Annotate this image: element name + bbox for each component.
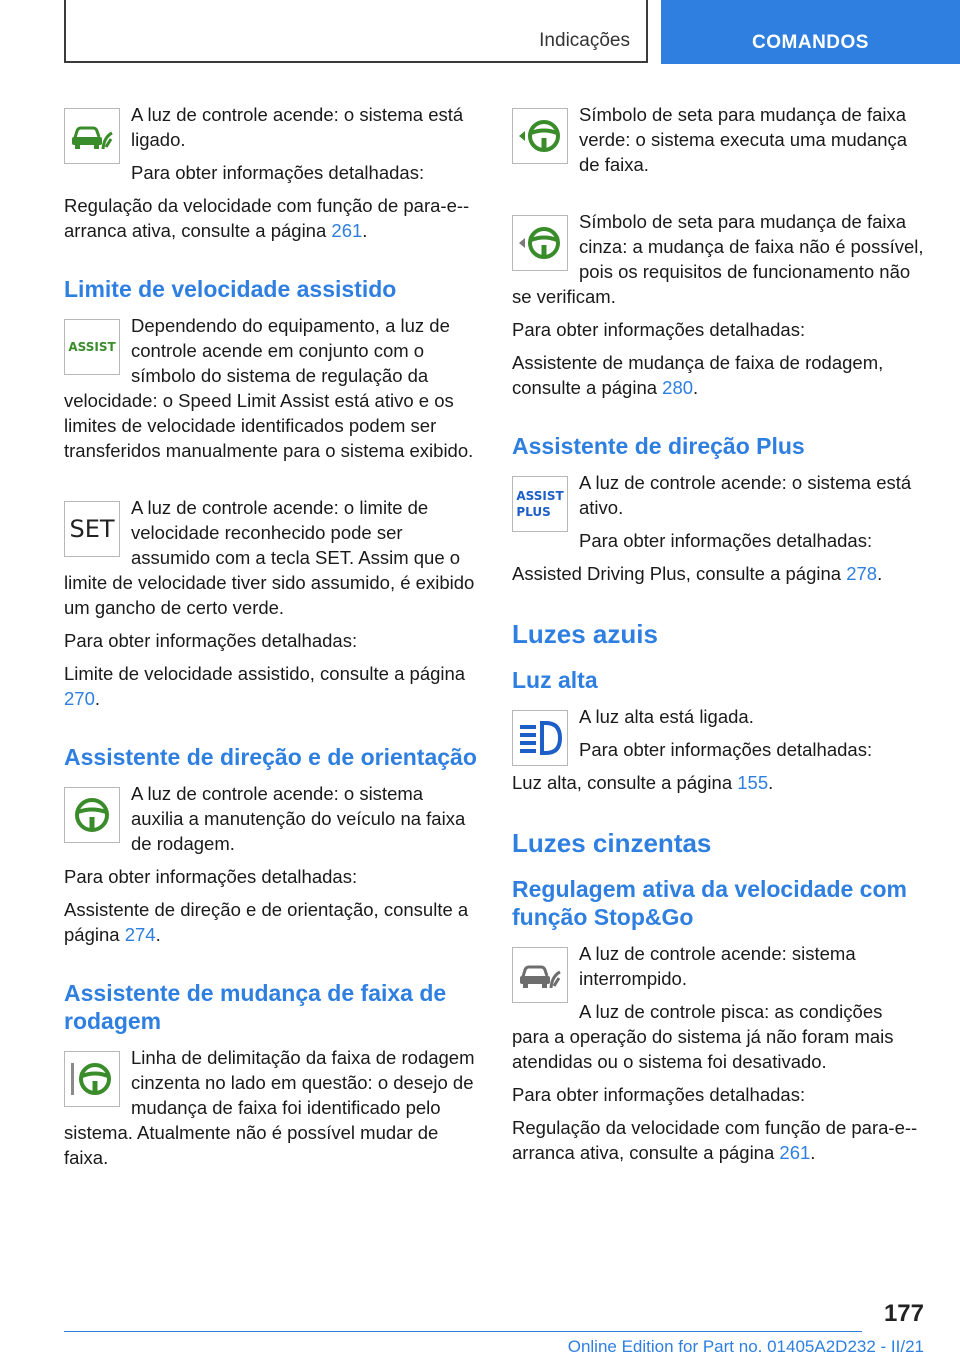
section-heading: Assistente de direção e de orientação xyxy=(64,744,477,770)
paragraph: Para obter informações detalhadas: xyxy=(512,319,806,340)
assist-icon: ASSIST xyxy=(64,319,120,375)
paragraph: A luz de controle acende: o sistema auxilia a manutenção do veículo na faixa de rodagem. xyxy=(131,783,466,854)
header-frame xyxy=(64,0,648,63)
steering-wheel-green-icon xyxy=(64,787,120,843)
paragraph: Luz alta, consulte a página 155. xyxy=(512,772,774,793)
lane-arrow-green-block xyxy=(512,102,924,185)
paragraph: Dependendo do equipamento, a luz de controle acende em conjunto com o símbolo do sistema de regulação da velocidade: o Speed Limit Assist está ativo e os limites de velocidade identificados podem ser transferidos manualmente para o sistema exibido. xyxy=(64,315,474,461)
footer-edition: Online Edition for Part no. 01405A2D232 - II/21 xyxy=(567,1337,924,1356)
paragraph: Para obter informações detalhadas: xyxy=(64,630,358,651)
steering-assist-block xyxy=(64,781,480,955)
paragraph: Para obter informações detalhadas: xyxy=(579,739,873,760)
speed-control-gray-icon xyxy=(512,947,568,1003)
chapter-heading: Luzes cinzentas xyxy=(512,828,712,858)
page-link[interactable]: 261 xyxy=(779,1142,811,1163)
set-icon: SET xyxy=(64,501,120,557)
right-column xyxy=(512,102,924,1197)
page-link[interactable]: 155 xyxy=(737,772,769,793)
set-block xyxy=(64,495,480,719)
speed-limit-block xyxy=(64,313,480,471)
section-heading: Regulagem ativa da velocidade com função Stop&Go xyxy=(512,876,907,930)
header-section-title: Indicações xyxy=(539,30,630,51)
paragraph: Para obter informações detalhadas: xyxy=(64,866,358,887)
paragraph: Regulação da velocidade com função de para-e--arranca ativa, consulte a página 261. xyxy=(64,195,470,241)
paragraph: A luz de controle acende: o sistema está ativo. xyxy=(579,472,912,518)
paragraph: A luz de controle pisca: as condições para a operação do sistema já não foram mais atendidas ou o sistema foi desativado. xyxy=(512,1001,894,1072)
page-link[interactable]: 261 xyxy=(331,220,363,241)
page-link[interactable]: 278 xyxy=(846,563,878,584)
paragraph: Para obter informações detalhadas: xyxy=(131,162,425,183)
paragraph: Para obter informações detalhadas: xyxy=(579,530,873,551)
paragraph: A luz de controle acende: o limite de velocidade reconhecido pode ser assumido com a tecla SET. Assim que o limite de velocidade tiver sido assumido, é exibido um gancho de certo verde. xyxy=(64,497,475,618)
chapter-heading: Luzes azuis xyxy=(512,619,658,649)
lane-line-steering-icon xyxy=(64,1051,120,1107)
section-heading: Limite de velocidade assistido xyxy=(64,276,397,302)
header-chapter-tab: COMANDOS xyxy=(661,0,960,64)
acc-on-block xyxy=(64,102,480,251)
footer-divider xyxy=(64,1331,862,1332)
paragraph: Regulação da velocidade com função de para-e--arranca ativa, consulte a página 261. xyxy=(512,1117,918,1163)
high-beam-block xyxy=(512,704,924,803)
assist-plus-block xyxy=(512,470,924,594)
speed-control-green-icon xyxy=(64,108,120,164)
paragraph: Limite de velocidade assistido, consulte a página 270. xyxy=(64,663,466,709)
section-heading: Assistente de mudança de faixa de rodagem xyxy=(64,980,447,1034)
paragraph: Assistente de direção e de orientação, consulte a página 274. xyxy=(64,899,469,945)
page-number: 177 xyxy=(883,1300,924,1327)
lane-arrow-gray-icon xyxy=(512,215,568,271)
paragraph: Símbolo de seta para mudança de faixa cinza: a mudança de faixa não é possível, pois os requisitos de funcionamento não se verificam. xyxy=(512,211,924,307)
section-heading: Luz alta xyxy=(512,667,598,693)
section-heading: Assistente de direção Plus xyxy=(512,433,805,459)
paragraph: Assistente de mudança de faixa de rodagem, consulte a página 280. xyxy=(512,352,884,398)
lane-change-block xyxy=(64,1045,480,1178)
paragraph: Linha de delimitação da faixa de rodagem cinzenta no lado em questão: o desejo de mudança de faixa foi identificado pelo sistema. Atualmente não é possível mudar de faixa. xyxy=(64,1047,475,1168)
paragraph: Para obter informações detalhadas: xyxy=(512,1084,806,1105)
lane-arrow-green-icon xyxy=(512,108,568,164)
left-column xyxy=(64,102,480,1202)
acc-interrupted-block xyxy=(512,941,924,1173)
paragraph: Assisted Driving Plus, consulte a página 278. xyxy=(512,563,883,584)
paragraph: A luz de controle acende: sistema interrompido. xyxy=(579,943,856,989)
page-link[interactable]: 270 xyxy=(64,688,95,709)
paragraph: Símbolo de seta para mudança de faixa verde: o sistema executa uma mudança de faixa. xyxy=(579,104,908,175)
lane-arrow-gray-block xyxy=(512,209,924,408)
assist-plus-icon: ASSIST PLUS xyxy=(512,476,568,532)
page-link[interactable]: 274 xyxy=(124,924,156,945)
page-link[interactable]: 280 xyxy=(662,377,694,398)
high-beam-icon xyxy=(512,710,568,766)
page-header xyxy=(0,0,960,66)
paragraph: A luz de controle acende: o sistema está ligado. xyxy=(131,104,464,150)
paragraph: A luz alta está ligada. xyxy=(579,706,754,727)
